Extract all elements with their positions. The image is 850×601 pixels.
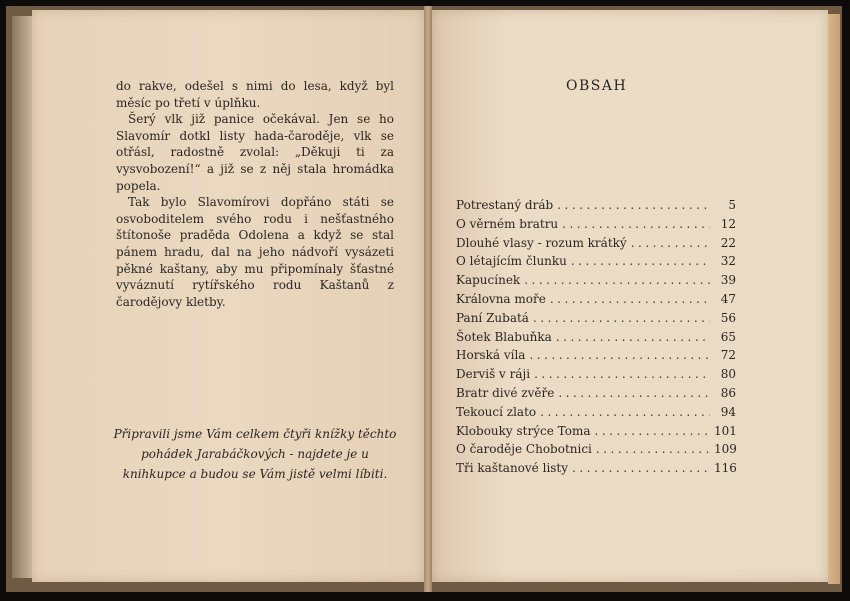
toc-entry (456, 442, 736, 461)
toc-entry-page: 94 (720, 404, 736, 419)
toc-leader-dots (596, 442, 710, 456)
toc-entry (456, 405, 736, 424)
toc-entry-title: O čaroděje Chobotnici (456, 442, 592, 457)
toc-leader-dots (595, 424, 711, 438)
toc-entry-page: 72 (720, 348, 736, 363)
toc-entry-page: 12 (720, 216, 736, 231)
toc-entry-page: 65 (720, 329, 736, 344)
toc-leader-dots (540, 405, 710, 419)
toc-leader-dots (550, 292, 710, 306)
toc-entry (456, 367, 736, 386)
toc-entry (456, 330, 736, 349)
toc-entry-page: 101 (714, 423, 737, 438)
toc-leader-dots (558, 386, 710, 400)
toc-entry (456, 292, 736, 311)
toc-entry-page: 80 (720, 367, 736, 382)
publisher-note: Připravili jsme Vám celkem čtyři knížky těchto pohádek Jarabáčkových - najdete je u knihkupce a budou se Vám jistě velmi líbiti. (113, 427, 397, 481)
toc-leader-dots (572, 461, 710, 475)
toc-entry-page: 39 (720, 273, 736, 288)
toc-entry (456, 236, 736, 255)
toc-entry-page: 47 (720, 291, 736, 306)
toc-entry-title: O věrném bratru (456, 216, 559, 231)
toc-entry-page: 32 (720, 254, 736, 269)
paragraph: Šerý vlk již panice očekával. Jen se ho Slavomír dotkl listy hada-čaroděje, vlk se otřásl, radostně zvolal: „Děkuji ti za vysvobození!“ a již se z něj stala hromádka popela. (116, 112, 394, 193)
page-stack-left (12, 16, 32, 578)
toc-entry-page: 109 (714, 442, 737, 457)
toc-entry (456, 348, 736, 367)
toc-leader-dots (533, 311, 710, 325)
toc-leader-dots (534, 367, 710, 381)
toc-entry (456, 254, 736, 273)
toc-leader-dots (562, 217, 710, 231)
toc-entry-title: Derviš v ráji (456, 367, 531, 382)
toc-entry-title: Dlouhé vlasy - rozum krátký (456, 235, 627, 250)
toc-entry-title: Potrestaný dráb (456, 198, 554, 212)
toc-leader-dots (571, 254, 710, 268)
toc-leader-dots (524, 273, 710, 287)
toc-entry-page: 116 (714, 461, 737, 476)
toc-entry-title: Šotek Blabuňka (456, 329, 552, 344)
toc-entry-title: Paní Zubatá (456, 310, 529, 325)
toc-entry (456, 311, 736, 330)
toc-entry-page: 86 (720, 385, 736, 400)
toc-entry-title: Kapucínek (456, 273, 521, 288)
toc-entry-title: Tekoucí zlato (456, 404, 537, 419)
story-text (116, 78, 394, 310)
paragraph: Tak bylo Slavomírovi dopřáno státi se osvoboditelem svého rodu i nešťastného štítonoše praděda Odolena a když se stal pánem hradu, dal na jeho nádvoří vysázeti pěkné kaštany, aby mu připomínaly šťastné vyváznutí rytířského rodu Kaštanů z čarodějovy kletby. (116, 195, 394, 309)
paragraph: do rakve, odešel s nimi do lesa, když byl měsíc po třetí v úplňku. (116, 79, 394, 110)
toc-entry-title: Královna moře (456, 291, 546, 306)
toc-leader-dots (529, 348, 710, 362)
toc-entry-page: 56 (720, 310, 736, 325)
toc-entry-title: Tři kaštanové listy (456, 461, 569, 476)
toc-entry-page: 5 (728, 198, 736, 212)
toc-title: OBSAH (566, 78, 628, 94)
toc-entry-title: Bratr divé zvěře (456, 385, 555, 400)
toc-entry (456, 386, 736, 405)
toc-entry (456, 461, 736, 480)
toc-leader-dots (556, 330, 710, 344)
table-of-contents (456, 198, 736, 480)
toc-entry-page: 22 (720, 235, 736, 250)
toc-entry-title: Horská víla (456, 348, 526, 363)
toc-leader-dots (631, 236, 710, 250)
toc-leader-dots (557, 198, 710, 212)
book-gutter (424, 6, 432, 592)
toc-entry (456, 424, 736, 443)
toc-entry (456, 217, 736, 236)
toc-entry (456, 273, 736, 292)
page-stack-right (828, 14, 840, 584)
toc-entry-title: O létajícím člunku (456, 254, 567, 269)
toc-entry (456, 198, 736, 217)
toc-entry-title: Klobouky strýce Toma (456, 423, 591, 438)
